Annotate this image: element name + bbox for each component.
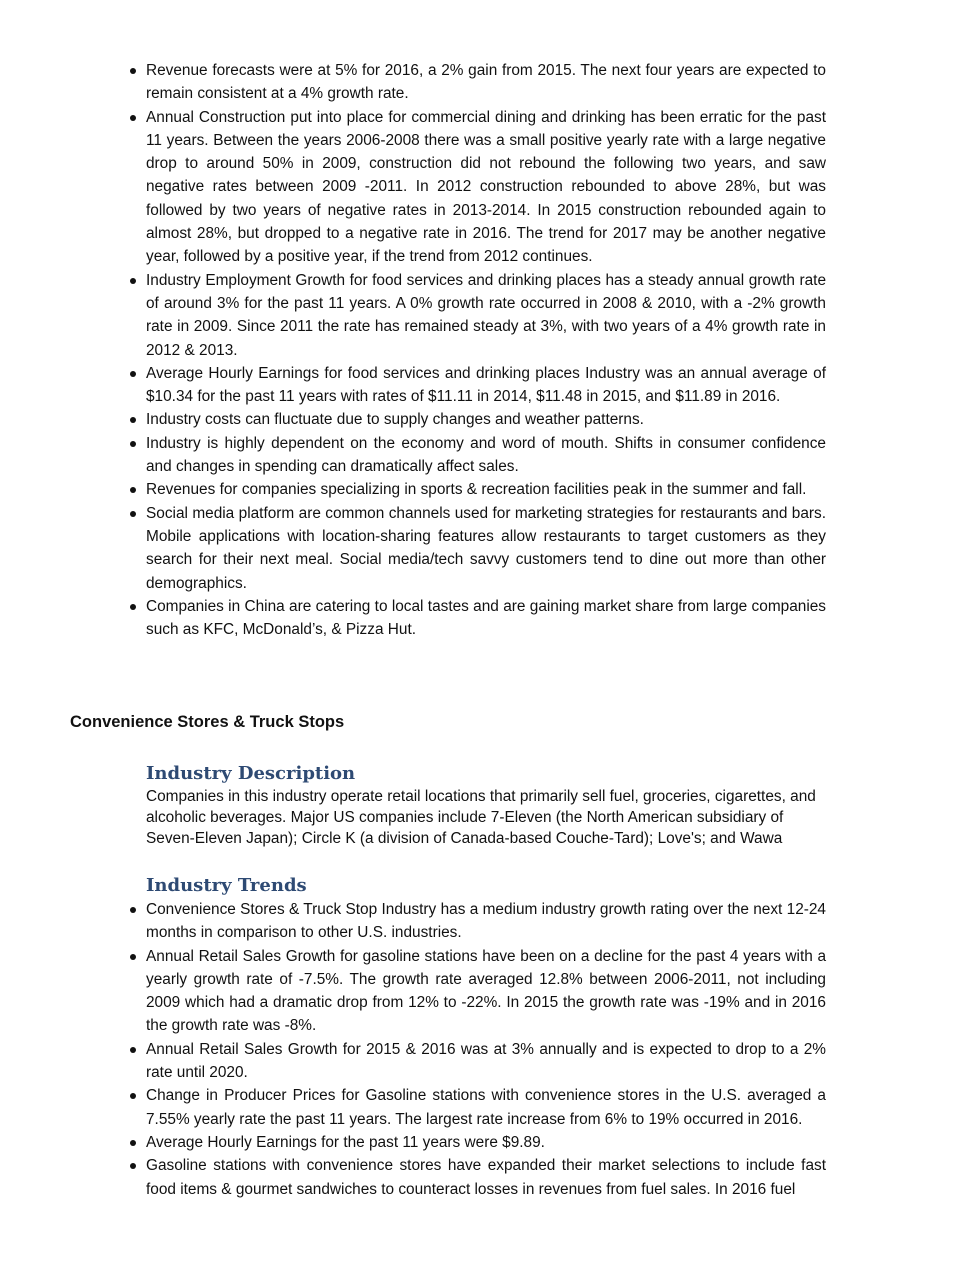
bullet-item: Industry Employment Growth for food services and drinking places has a steady annual growth rate of around 3% for the past 11 years. A 0% growth rate occurred in 2008 & 2010, with a -2% growth rate in 2009. Since 2011 the rate has remained steady at 3%, with two years of a 4% growth rate in 2012 & 2013. <box>146 269 826 362</box>
bullet-item: Revenue forecasts were at 5% for 2016, a 2% gain from 2015. The next four years are expected to remain consistent at a 4% growth rate. <box>146 59 826 106</box>
industry-description-text: Companies in this industry operate retail locations that primarily sell fuel, groceries, cigarettes, and alcoholic beverages. Major US companies include 7-Eleven (the North American subsidiary of Seven-Eleven Japan); Circle K (a division of Canada-based Couche-Tard); Love's; and Wawa <box>146 788 816 847</box>
industry-description-heading: Industry Description <box>146 763 356 784</box>
bullet-item: Annual Construction put into place for commercial dining and drinking has been erratic for the past 11 years. Between the years 2006-2008 there was a small positive yearly rate with a large negative drop to around 50% in 2009, construction did not rebound the following two years, and saw negative rates between 2009 -2011. In 2012 construction rebounded to above 28%, but was followed by two years of negative rates in 2013-2014. In 2015 construction rebounded again to almost 28%, but dropped to a negative rate in 2016. The trend for 2017 may be another negative year, followed by a positive year, if the trend from 2012 continues. <box>146 106 826 269</box>
bullet-item: Gasoline stations with convenience stores have expanded their market selections to include fast food items & gourmet sandwiches to counteract losses in revenues from fuel sales. In 2016 fuel <box>146 1154 826 1201</box>
bullet-item: Average Hourly Earnings for the past 11 years were $9.89. <box>146 1131 826 1154</box>
bullet-item: Average Hourly Earnings for food services and drinking places Industry was an annual average of $10.34 for the past 11 years with rates of $11.11 in 2014, $11.48 in 2015, and $11.89 in 2016. <box>146 362 826 409</box>
bullet-list-convenience-trends <box>146 898 826 1201</box>
bullet-item: Revenues for companies specializing in sports & recreation facilities peak in the summer and fall. <box>146 478 826 501</box>
bullet-item: Annual Retail Sales Growth for gasoline stations have been on a decline for the past 4 years with a yearly growth rate of -7.5%. The growth rate averaged 12.8% between 2006-2011, not including 2009 which had a dramatic drop from 12% to -22%. In 2015 the growth rate was -19% and in 2016 the growth rate was -8%. <box>146 945 826 1038</box>
bullet-item: Companies in China are catering to local tastes and are gaining market share from large companies such as KFC, McDonald’s, & Pizza Hut. <box>146 595 826 642</box>
bullet-item: Industry is highly dependent on the economy and word of mouth. Shifts in consumer confidence and changes in spending can dramatically affect sales. <box>146 432 826 479</box>
bullet-item: Social media platform are common channels used for marketing strategies for restaurants and bars. Mobile applications with location-sharing features allow restaurants to target customers as they search for their next meal. Social media/tech savvy customers tend to dine out more than other demographics. <box>146 502 826 595</box>
industry-trends-heading: Industry Trends <box>146 875 307 896</box>
bullet-item: Industry costs can fluctuate due to supply changes and weather patterns. <box>146 408 826 431</box>
bullet-item: Change in Producer Prices for Gasoline stations with convenience stores in the U.S. averaged a 7.55% yearly rate the past 11 years. The largest rate increase from 6% to 19% occurred in 2016. <box>146 1084 826 1131</box>
bullet-list-restaurant-trends <box>146 59 826 641</box>
bullet-item: Annual Retail Sales Growth for 2015 & 2016 was at 3% annually and is expected to drop to a 2% rate until 2020. <box>146 1038 826 1085</box>
section-title: Convenience Stores & Truck Stops <box>70 713 345 731</box>
bullet-item: Convenience Stores & Truck Stop Industry has a medium industry growth rating over the next 12-24 months in comparison to other U.S. industries. <box>146 898 826 945</box>
